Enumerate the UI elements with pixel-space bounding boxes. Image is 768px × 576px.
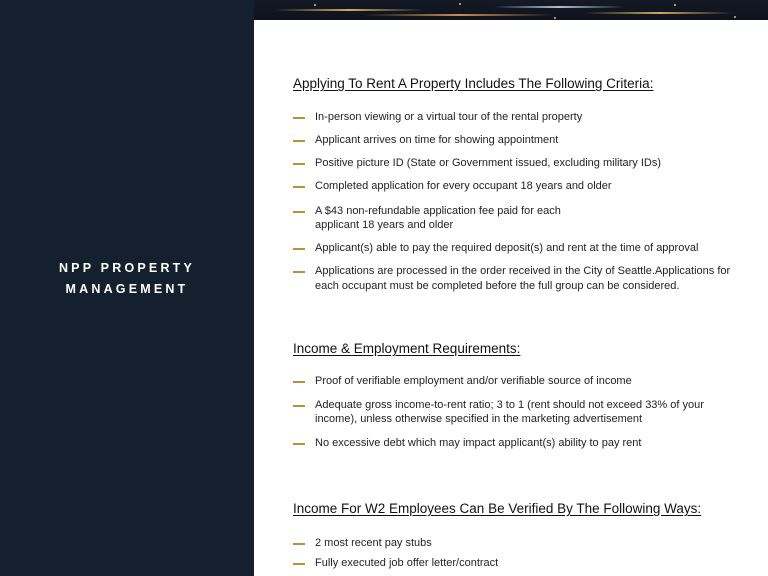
w2-verification-list <box>293 536 743 570</box>
brand-line-1: NPP PROPERTY <box>58 261 196 275</box>
section-title-income-employment: Income & Employment Requirements: <box>293 341 521 356</box>
dash-bullet-icon <box>293 248 305 250</box>
list-item: No excessive debt which may impact applicant(s) ability to pay rent <box>293 436 743 451</box>
list-item: Completed application for every occupant 18 years and older <box>293 179 743 194</box>
dash-bullet-icon <box>293 117 305 119</box>
dash-bullet-icon <box>293 271 305 273</box>
dash-bullet-icon <box>293 211 305 213</box>
brand-line-2: MANAGEMENT <box>65 282 189 296</box>
list-item: Fully executed job offer letter/contract <box>293 556 743 571</box>
list-item: Applications are processed in the order received in the City of Seattle.Applications for each occupant must be completed before the full group can be considered. <box>293 264 747 293</box>
list-item: In-person viewing or a virtual tour of the rental property <box>293 110 743 125</box>
list-item: Adequate gross income-to-rent ratio; 3 to 1 (rent should not exceed 33% of your income), unless otherwise specified in the marketing advertisement <box>293 398 715 427</box>
dash-bullet-icon <box>293 405 305 407</box>
list-item: Positive picture ID (State or Government issued, excluding military IDs) <box>293 156 743 171</box>
list-item: Proof of verifiable employment and/or verifiable source of income <box>293 374 743 389</box>
income-requirements-list <box>293 374 743 450</box>
section-title-criteria: Applying To Rent A Property Includes The Following Criteria: <box>293 76 654 91</box>
section-title-w2-verification: Income For W2 Employees Can Be Verified By The Following Ways: <box>293 501 702 516</box>
header-banner-image <box>254 0 768 20</box>
content-panel <box>254 20 768 576</box>
dash-bullet-icon <box>293 140 305 142</box>
dash-bullet-icon <box>293 186 305 188</box>
list-item: A $43 non-refundable application fee paid for each applicant 18 years and older <box>293 204 585 233</box>
brand-name <box>0 258 254 300</box>
dash-bullet-icon <box>293 163 305 165</box>
dash-bullet-icon <box>293 381 305 383</box>
dash-bullet-icon <box>293 443 305 445</box>
criteria-list <box>293 110 743 293</box>
list-item: 2 most recent pay stubs <box>293 536 743 551</box>
dash-bullet-icon <box>293 543 305 545</box>
dash-bullet-icon <box>293 563 305 565</box>
list-item: Applicant arrives on time for showing appointment <box>293 133 743 148</box>
sidebar <box>0 0 254 576</box>
list-item: Applicant(s) able to pay the required deposit(s) and rent at the time of approval <box>293 241 743 256</box>
